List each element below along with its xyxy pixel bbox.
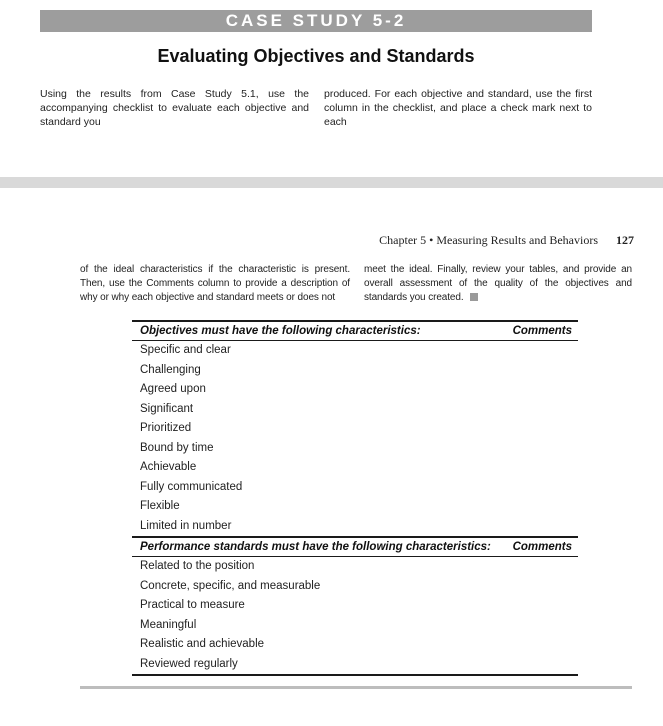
checklist-item: Related to the position [140, 560, 255, 572]
checklist-item: Prioritized [140, 422, 192, 434]
checklist-item: Flexible [140, 500, 180, 512]
page-divider [0, 177, 663, 188]
bottom-rule [80, 686, 632, 689]
characteristics-checklist [132, 320, 578, 676]
body-text-left: of the ideal characteristics if the characteristic is present. Then, use the Comments column to provide a description of why or why each objective and standard meets or does not [80, 264, 350, 303]
intro-text-left: Using the results from Case Study 5.1, use the accompanying checklist to evaluate each objective and standard you [40, 88, 309, 128]
checklist-item: Fully communicated [140, 480, 243, 493]
body-text-right [364, 263, 632, 305]
running-head-title: Chapter 5 • Measuring Results and Behaviors [379, 233, 598, 247]
checklist-item: Significant [140, 402, 194, 415]
checklist-item: Meaningful [140, 618, 197, 631]
case-study-title: Evaluating Objectives and Standards [157, 46, 475, 66]
checklist-item: Limited in number [140, 519, 232, 532]
checklist-item: Challenging [140, 363, 201, 376]
standards-list [132, 557, 578, 674]
objectives-list [132, 341, 578, 536]
standards-comments-header: Comments [512, 541, 572, 553]
objectives-header: Objectives must have the following characteristics: [140, 325, 421, 337]
checklist-item: Specific and clear [140, 344, 231, 356]
checklist-item: Reviewed regularly [140, 657, 238, 670]
body-text-right-content: meet the ideal. Finally, review your tables, and provide an overall assessment of the quality of the objectives and standards you created. [364, 264, 632, 303]
checklist-item: Bound by time [140, 441, 214, 454]
checklist-item: Agreed upon [140, 383, 206, 395]
page-number: 127 [616, 233, 634, 247]
objectives-header-row [132, 322, 578, 341]
case-study-banner: CASE STUDY 5-2 [40, 10, 592, 32]
standards-header: Performance standards must have the following characteristics: [140, 541, 491, 553]
running-head [300, 233, 634, 248]
end-of-section-mark [470, 293, 478, 301]
intro-text-right: produced. For each objective and standard, use the first column in the checklist, and place a check mark next to each [324, 88, 592, 128]
checklist-item: Achievable [140, 461, 197, 473]
checklist-item: Practical to measure [140, 599, 245, 611]
checklist-item: Realistic and achievable [140, 638, 265, 650]
standards-header-row [132, 538, 578, 557]
checklist-item: Concrete, specific, and measurable [140, 579, 321, 592]
objectives-comments-header: Comments [512, 325, 572, 337]
table-bottom-rule [132, 674, 578, 676]
